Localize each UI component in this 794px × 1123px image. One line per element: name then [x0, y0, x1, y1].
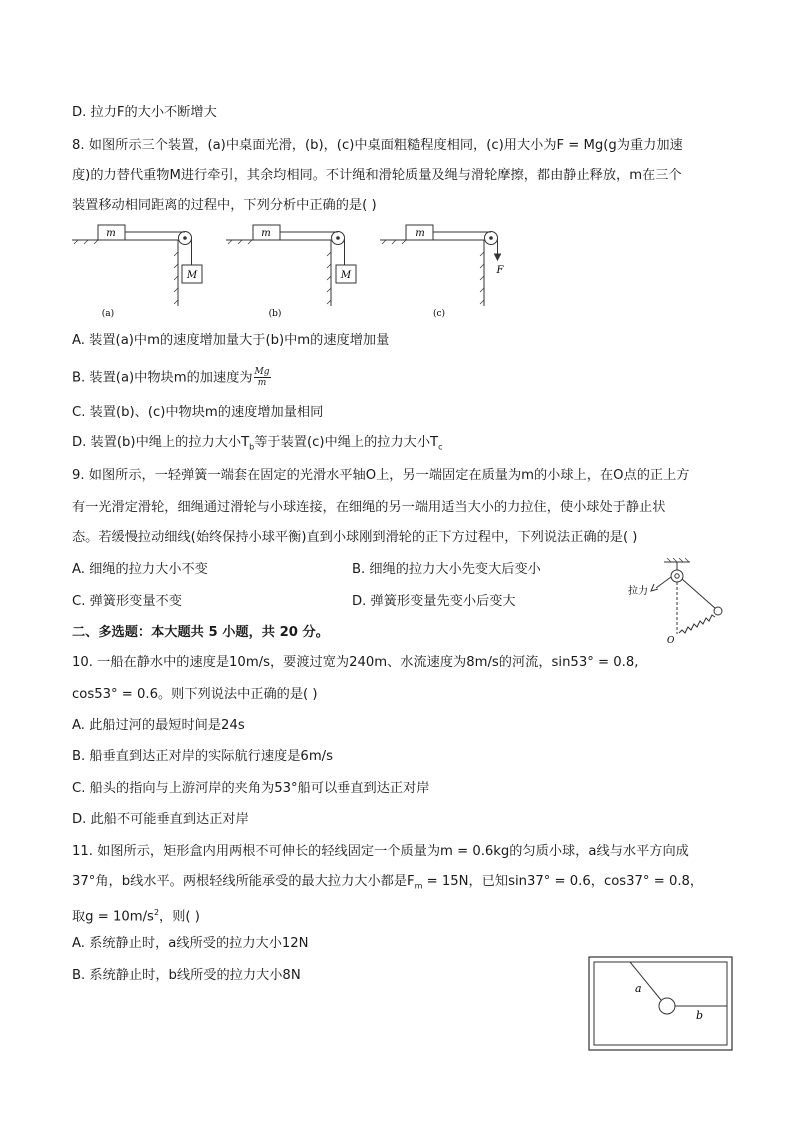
q8-stem-line1: 8. 如图所示三个装置，(a)中桌面光滑，(b)，(c)中桌面粗糙程度相同，(c)用大小为F = Mg(g为重力加速 [72, 138, 683, 153]
q8-option-c: C. 装置(b)、(c)中物块m的速度增加量相同 [72, 405, 324, 420]
q8-stem-line3: 装置移动相同距离的过程中，下列分析中正确的是( ) [72, 198, 377, 213]
q10-option-b: B. 船垂直到达正对岸的实际航行速度是6m/s [72, 749, 333, 764]
block-label-c: m [415, 228, 425, 239]
q7-option-d: D. 拉力F的大小不断增大 [72, 105, 217, 120]
q11-stem-line2: 37°角，b线水平。两根轻线所能承受的最大拉力大小都是$F_m = 15N$，已知sin37° = 0.6，cos37° = 0.8， [72, 874, 704, 891]
hang-label-b: M [340, 270, 352, 281]
q8-option-d: D. 装置(b)中绳上的拉力大小$T_b$等于装置(c)中绳上的拉力大小$T_c$ [72, 435, 443, 452]
q9-option-b: B. 细绳的拉力大小先变大后变小 [352, 562, 541, 577]
q10-stem-line2: cos53° = 0.6。则下列说法中正确的是( ) [72, 687, 318, 702]
q9-option-d: D. 弹簧形变量先变小后变大 [352, 594, 516, 609]
block-label-a: m [106, 228, 116, 239]
fraction: $\frac{Mg}{m}$ [254, 367, 270, 388]
q10-stem-line1: 10. 一船在静水中的速度是10m/s，要渡过宽为240m、水流速度为8m/s的河流，sin53° = 0.8, [72, 655, 639, 670]
q11-stem-line1: 11. 如图所示，矩形盒内用两根不可伸长的轻线固定一个质量为m = 0.6kg的匀质小球，a线与水平方向成 [72, 844, 689, 859]
q9-option-a: A. 细绳的拉力大小不变 [72, 562, 208, 577]
line-b-label: b [696, 1009, 704, 1022]
q10-option-d: D. 此船不可能垂直到达正对岸 [72, 812, 249, 827]
pull-label: 拉力 [628, 586, 648, 597]
q9-option-c: C. 弹簧形变量不变 [72, 594, 182, 609]
q9-stem-line2: 有一光滑定滑轮，细绳通过滑轮与小球连接，在细绳的另一端用适当大小的力拉住，使小球处于静止状 [72, 500, 666, 515]
q11-figure [588, 956, 734, 1052]
q8-figure [68, 222, 528, 322]
q9-stem-line1: 9. 如图所示，一轻弹簧一端套在固定的光滑水平轴O上，另一端固定在质量为m的小球上，在O点的正上方 [72, 468, 690, 483]
q11-stem-line3: 取$g = 10m/s^2$，则( ) [72, 908, 200, 925]
caption-c: (c) [432, 309, 446, 319]
force-label-c: F [496, 265, 504, 276]
q9-figure [620, 554, 730, 646]
caption-b: (b) [268, 309, 282, 319]
q11-option-a: A. 系统静止时，a线所受的拉力大小12N [72, 936, 309, 951]
q8-option-b: B. 装置(a)中物块m的加速度为 $\frac{Mg}{m}$ [72, 367, 270, 388]
device-b [226, 225, 356, 306]
q10-option-c: C. 船头的指向与上游河岸的夹角为53°船可以垂直到达正对岸 [72, 781, 430, 796]
device-a [72, 225, 202, 306]
block-label-b: m [261, 228, 271, 239]
q11-option-b: B. 系统静止时，b线所受的拉力大小8N [72, 968, 301, 983]
caption-a: (a) [101, 309, 115, 319]
q10-option-a: A. 此船过河的最短时间是24s [72, 718, 245, 733]
pivot-label: O [667, 636, 675, 646]
device-c [380, 225, 501, 306]
q8-option-a: A. 装置(a)中m的速度增加量大于(b)中m的速度增加量 [72, 333, 390, 348]
line-a-label: a [635, 982, 642, 995]
q8-stem-line2: 度)的力替代重物M进行牵引，其余均相同。不计绳和滑轮质量及绳与滑轮摩擦，都由静止释放，m在三个 [72, 168, 682, 183]
q9-stem-line3: 态。若缓慢拉动细线(始终保持小球平衡)直到小球刚到滑轮的正下方过程中，下列说法正确的是( ) [72, 530, 638, 545]
section-2-heading: 二、多选题：本大题共 5 小题，共 20 分。 [72, 625, 329, 640]
hang-label-a: M [186, 270, 198, 281]
